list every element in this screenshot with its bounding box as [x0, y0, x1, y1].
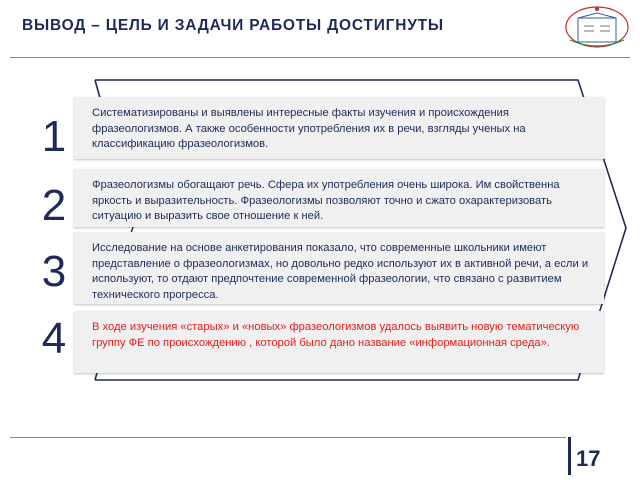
- header-divider: [10, 57, 630, 58]
- item-number-3: 3: [41, 247, 67, 296]
- item-number-1: 1: [41, 112, 67, 161]
- item-number-4: 4: [41, 314, 67, 363]
- item-text-3: Исследование на основе анкетирования показало, что современные школьники имеют представление о фразеологизмах, но довольно редко используют их в активной речи, а если и используют, то отдают предпочтение современной фразеологии, что связано с развитием технического прогресса.: [74, 232, 604, 304]
- item-text-1: Систематизированы и выявлены интересные факты изучения и происхождения фразеологизмов. А также особенности употребления их в речи, взгляды ученых на классификацию фразеологизмов.: [74, 97, 604, 159]
- item-number-2: 2: [41, 181, 67, 230]
- page-number-bar: [568, 437, 571, 475]
- page-number: 17: [576, 446, 601, 471]
- slide-title: ВЫВОД – ЦЕЛЬ И ЗАДАЧИ РАБОТЫ ДОСТИГНУТЫ: [22, 17, 444, 34]
- item-text-2: Фразеологизмы обогащают речь. Сфера их употребления очень широка. Им свойственна яркость и выразительность. Фразеологизмы позволяют точно и сжато охарактеризовать ситуацию и выразить свое отношение к ней.: [74, 169, 604, 227]
- item-text-4: В ходе изучения «старых» и «новых» фразеологизмов удалось выявить новую тематическую группу ФЕ по происхождению , которой было дано название «информационная среда».: [74, 311, 604, 373]
- footer-divider: [10, 437, 566, 438]
- school-emblem-icon: [562, 4, 632, 50]
